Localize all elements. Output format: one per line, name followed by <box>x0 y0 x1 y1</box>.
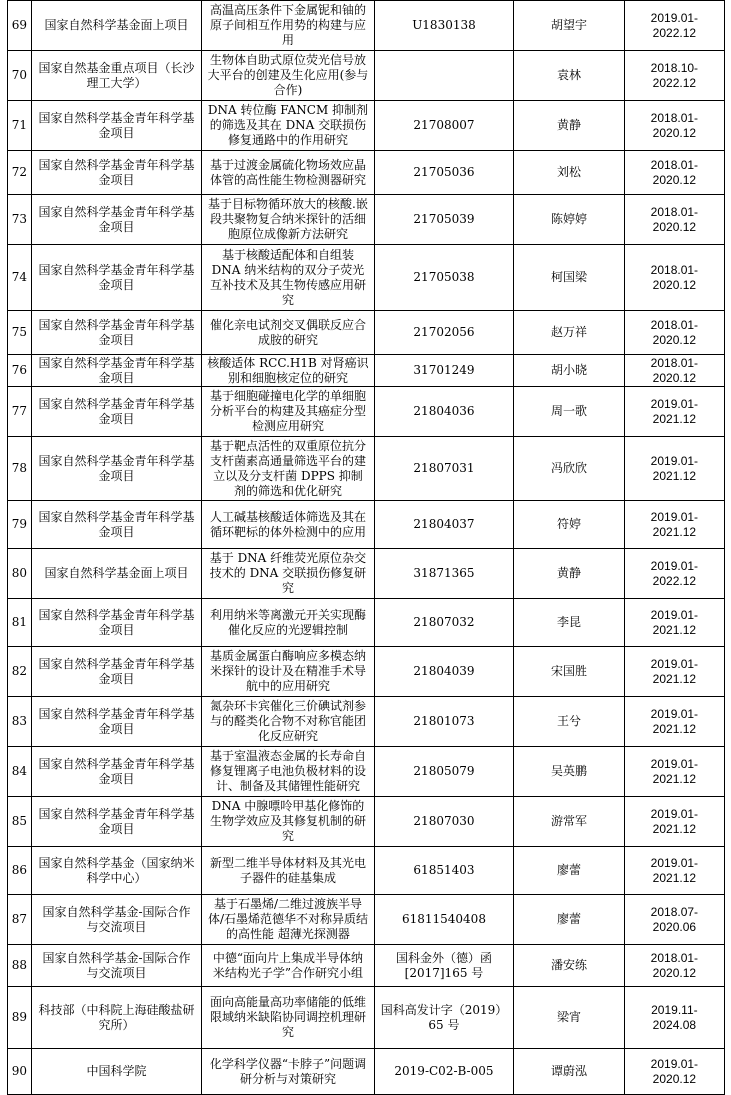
project-title: 氮杂环卡宾催化三价碘试剂参与的醛类化合物不对称官能团化反应研究 <box>202 697 375 747</box>
row-number: 69 <box>8 1 32 51</box>
project-title: DNA 转位酶 FANCM 抑制剂的筛选及其在 DNA 交联损伤修复通路中的作用研究 <box>202 101 375 151</box>
period-end: 2021.12 <box>652 524 697 539</box>
project-source: 国家自然科学基金青年科学基金项目 <box>31 195 201 245</box>
project-source: 国家自然科学基金青年科学基金项目 <box>31 245 201 311</box>
project-code: 61851403 <box>374 847 513 895</box>
period-end: 2021.12 <box>652 721 697 736</box>
table-row <box>8 1049 725 1095</box>
row-number: 72 <box>8 151 32 195</box>
project-title: 基于目标物循环放大的核酸.嵌段共聚物复合纳米探针的活细胞原位成像新方法研究 <box>202 195 375 245</box>
period-start: 2018.01- <box>650 157 699 172</box>
project-code: 21805079 <box>374 747 513 797</box>
period-start: 2019.01- <box>650 607 699 622</box>
principal-investigator: 王兮 <box>514 697 625 747</box>
principal-investigator: 宋国胜 <box>514 647 625 697</box>
project-code: 21705038 <box>374 245 513 311</box>
project-code: 21708007 <box>374 101 513 151</box>
project-title: 基于室温液态金属的长寿命自修复锂离子电池负极材料的设计、制备及其储锂性能研究 <box>202 747 375 797</box>
period-end: 2020.12 <box>652 125 697 140</box>
row-number: 83 <box>8 697 32 747</box>
principal-investigator: 符婷 <box>514 501 625 549</box>
period-end: 2022.12 <box>652 75 697 90</box>
project-period <box>624 151 724 195</box>
project-title: 高温高压条件下金属铌和铀的原子间相互作用势的构建与应用 <box>202 1 375 51</box>
principal-investigator: 袁林 <box>514 51 625 101</box>
project-code: U1830138 <box>374 1 513 51</box>
project-period <box>624 51 724 101</box>
period-end: 2020.12 <box>652 172 697 187</box>
period-end: 2022.12 <box>652 25 697 40</box>
project-period <box>624 895 724 945</box>
principal-investigator: 吴英鹏 <box>514 747 625 797</box>
project-source: 国家自然科学基金青年科学基金项目 <box>31 387 201 437</box>
row-number: 81 <box>8 599 32 647</box>
table-row <box>8 195 725 245</box>
project-code: 21807032 <box>374 599 513 647</box>
project-source: 国家自然科学基金青年科学基金项目 <box>31 697 201 747</box>
project-title: 催化亲电试剂交叉偶联反应合成胺的研究 <box>202 311 375 355</box>
period-end: 2021.12 <box>652 411 697 426</box>
project-period <box>624 101 724 151</box>
project-period <box>624 387 724 437</box>
project-code: 21702056 <box>374 311 513 355</box>
period-start: 2018.01- <box>650 110 699 125</box>
period-end: 2020.12 <box>652 332 697 347</box>
table-row <box>8 697 725 747</box>
period-start: 2018.01- <box>650 355 699 370</box>
project-code: 21807031 <box>374 437 513 501</box>
project-title: 面向高能量高功率储能的低维限域纳米缺陷协同调控机理研究 <box>202 987 375 1049</box>
period-start: 2019.01- <box>650 855 699 870</box>
project-period <box>624 437 724 501</box>
project-period <box>624 647 724 697</box>
period-start: 2018.01- <box>650 950 699 965</box>
table-row <box>8 311 725 355</box>
period-start: 2018.01- <box>650 317 699 332</box>
period-end: 2020.12 <box>652 370 697 385</box>
project-title: 化学科学仪器“卡脖子”问题调研分析与对策研究 <box>202 1049 375 1095</box>
principal-investigator: 廖蕾 <box>514 847 625 895</box>
project-code: 21804039 <box>374 647 513 697</box>
project-period <box>624 1049 724 1095</box>
principal-investigator: 赵万祥 <box>514 311 625 355</box>
project-source: 国家自然科学基金青年科学基金项目 <box>31 101 201 151</box>
project-source: 国家自然科学基金青年科学基金项目 <box>31 747 201 797</box>
project-title: 基于 DNA 纤维荧光原位杂交技术的 DNA 交联损伤修复研究 <box>202 549 375 599</box>
project-title: 核酸适体 RCC.H1B 对肾癌识别和细胞核定位的研究 <box>202 355 375 387</box>
period-start: 2019.01- <box>650 396 699 411</box>
project-code: 21804037 <box>374 501 513 549</box>
period-start: 2019.01- <box>650 656 699 671</box>
project-period <box>624 195 724 245</box>
project-source: 国家自然科学基金青年科学基金项目 <box>31 599 201 647</box>
project-period <box>624 311 724 355</box>
principal-investigator: 游常军 <box>514 797 625 847</box>
row-number: 82 <box>8 647 32 697</box>
project-code: 31701249 <box>374 355 513 387</box>
project-source: 国家自然科学基金-国际合作与交流项目 <box>31 945 201 987</box>
period-start: 2019.01- <box>650 10 699 25</box>
period-end: 2020.06 <box>652 919 697 934</box>
project-title: 中德“面向片上集成半导体纳米结构光子学”合作研究小组 <box>202 945 375 987</box>
project-source: 国家自然科学基金青年科学基金项目 <box>31 437 201 501</box>
row-number: 70 <box>8 51 32 101</box>
project-code: 21705039 <box>374 195 513 245</box>
project-period <box>624 747 724 797</box>
table-row <box>8 847 725 895</box>
table-row <box>8 101 725 151</box>
period-start: 2018.01- <box>650 262 699 277</box>
project-period <box>624 847 724 895</box>
principal-investigator: 潘安练 <box>514 945 625 987</box>
principal-investigator: 胡望宇 <box>514 1 625 51</box>
project-title: 利用纳米等离激元开关实现酶催化反应的光逻辑控制 <box>202 599 375 647</box>
project-title: 基于细胞碰撞电化学的单细胞分析平台的构建及其癌症分型检测应用研究 <box>202 387 375 437</box>
project-period <box>624 501 724 549</box>
principal-investigator: 胡小晓 <box>514 355 625 387</box>
row-number: 71 <box>8 101 32 151</box>
project-period <box>624 355 724 387</box>
period-start: 2018.01- <box>650 204 699 219</box>
period-end: 2020.12 <box>652 1071 697 1086</box>
project-code: 21807030 <box>374 797 513 847</box>
period-end: 2021.12 <box>652 870 697 885</box>
project-source: 科技部（中科院上海硅酸盐研究所） <box>31 987 201 1049</box>
project-period <box>624 797 724 847</box>
principal-investigator: 刘松 <box>514 151 625 195</box>
period-start: 2019.01- <box>650 706 699 721</box>
principal-investigator: 陈婷婷 <box>514 195 625 245</box>
project-code: 21705036 <box>374 151 513 195</box>
period-end: 2021.12 <box>652 821 697 836</box>
table-row <box>8 599 725 647</box>
period-start: 2019.01- <box>650 806 699 821</box>
table-row <box>8 945 725 987</box>
row-number: 85 <box>8 797 32 847</box>
project-table <box>7 0 725 1095</box>
project-title: 基于核酸适配体和自组装 DNA 纳米结构的双分子荧光互补技术及其生物传感应用研究 <box>202 245 375 311</box>
row-number: 78 <box>8 437 32 501</box>
row-number: 84 <box>8 747 32 797</box>
row-number: 87 <box>8 895 32 945</box>
project-title: 基质金属蛋白酶响应多模态纳米探针的设计及在精准手术导航中的应用研究 <box>202 647 375 697</box>
project-title: 基于石墨烯/二维过渡族半导体/石墨烯范德华不对称异质结的高性能 超薄光探测器 <box>202 895 375 945</box>
project-period <box>624 697 724 747</box>
project-code: 2019-C02-B-005 <box>374 1049 513 1095</box>
period-start: 2019.01- <box>650 1056 699 1071</box>
project-source: 国家自然科学基金青年科学基金项目 <box>31 311 201 355</box>
table-row <box>8 245 725 311</box>
principal-investigator: 廖蕾 <box>514 895 625 945</box>
project-source: 中国科学院 <box>31 1049 201 1095</box>
row-number: 79 <box>8 501 32 549</box>
period-start: 2019.01- <box>650 509 699 524</box>
principal-investigator: 黄静 <box>514 549 625 599</box>
principal-investigator: 柯国梁 <box>514 245 625 311</box>
row-number: 86 <box>8 847 32 895</box>
principal-investigator: 谭蔚泓 <box>514 1049 625 1095</box>
project-source: 国家自然科学基金-国际合作与交流项目 <box>31 895 201 945</box>
table-row <box>8 647 725 697</box>
project-code: 21804036 <box>374 387 513 437</box>
period-end: 2022.12 <box>652 573 697 588</box>
project-title: 新型二维半导体材料及其光电子器件的硅基集成 <box>202 847 375 895</box>
period-end: 2024.08 <box>652 1017 697 1032</box>
table-row <box>8 387 725 437</box>
row-number: 90 <box>8 1049 32 1095</box>
project-period <box>624 1 724 51</box>
period-end: 2020.12 <box>652 219 697 234</box>
table-row <box>8 797 725 847</box>
table-row <box>8 151 725 195</box>
principal-investigator: 梁宵 <box>514 987 625 1049</box>
project-period <box>624 945 724 987</box>
table-row <box>8 895 725 945</box>
table-row <box>8 987 725 1049</box>
period-end: 2021.12 <box>652 771 697 786</box>
period-start: 2019.01- <box>650 558 699 573</box>
project-title: DNA 中腺嘌呤甲基化修饰的生物学效应及其修复机制的研究 <box>202 797 375 847</box>
project-code <box>374 51 513 101</box>
project-period <box>624 549 724 599</box>
row-number: 73 <box>8 195 32 245</box>
period-end: 2021.12 <box>652 671 697 686</box>
project-period <box>624 987 724 1049</box>
project-period <box>624 599 724 647</box>
project-source: 国家自然基金重点项目（长沙理工大学） <box>31 51 201 101</box>
project-source: 国家自然科学基金（国家纳米科学中心） <box>31 847 201 895</box>
project-title: 基于靶点活性的双重原位抗分支杆菌素高通量筛选平台的建立以及分支杆菌 DPPS 抑制剂的筛选和优化研究 <box>202 437 375 501</box>
principal-investigator: 冯欣欣 <box>514 437 625 501</box>
table-row <box>8 1 725 51</box>
row-number: 77 <box>8 387 32 437</box>
project-source: 国家自然科学基金青年科学基金项目 <box>31 647 201 697</box>
table-row <box>8 501 725 549</box>
row-number: 80 <box>8 549 32 599</box>
row-number: 76 <box>8 355 32 387</box>
project-title: 生物体自助式原位荧光信号放大平台的创建及生化应用(参与合作) <box>202 51 375 101</box>
row-number: 75 <box>8 311 32 355</box>
table-row <box>8 51 725 101</box>
table-row <box>8 355 725 387</box>
project-source: 国家自然科学基金青年科学基金项目 <box>31 797 201 847</box>
period-start: 2018.10- <box>650 60 699 75</box>
project-code: 31871365 <box>374 549 513 599</box>
period-start: 2018.07- <box>650 904 699 919</box>
project-table-body <box>8 1 725 1095</box>
table-row <box>8 747 725 797</box>
row-number: 89 <box>8 987 32 1049</box>
project-title: 基于过渡金属硫化物场效应晶体管的高性能生物检测器研究 <box>202 151 375 195</box>
project-source: 国家自然科学基金青年科学基金项目 <box>31 501 201 549</box>
project-source: 国家自然科学基金青年科学基金项目 <box>31 355 201 387</box>
period-end: 2020.12 <box>652 277 697 292</box>
project-code: 21801073 <box>374 697 513 747</box>
project-code: 国科金外（德）函[2017]165 号 <box>374 945 513 987</box>
principal-investigator: 黄静 <box>514 101 625 151</box>
project-period <box>624 245 724 311</box>
table-row <box>8 549 725 599</box>
row-number: 88 <box>8 945 32 987</box>
principal-investigator: 周一歌 <box>514 387 625 437</box>
project-source: 国家自然科学基金面上项目 <box>31 549 201 599</box>
project-title: 人工碱基核酸适体筛选及其在循环靶标的体外检测中的应用 <box>202 501 375 549</box>
row-number: 74 <box>8 245 32 311</box>
project-source: 国家自然科学基金青年科学基金项目 <box>31 151 201 195</box>
period-end: 2020.12 <box>652 965 697 980</box>
principal-investigator: 李昆 <box>514 599 625 647</box>
project-code: 61811540408 <box>374 895 513 945</box>
period-start: 2019.01- <box>650 453 699 468</box>
period-end: 2021.12 <box>652 468 697 483</box>
period-start: 2019.01- <box>650 756 699 771</box>
table-row <box>8 437 725 501</box>
project-code: 国科高发计字（2019）65 号 <box>374 987 513 1049</box>
period-start: 2019.11- <box>651 1002 698 1017</box>
project-source: 国家自然科学基金面上项目 <box>31 1 201 51</box>
period-end: 2021.12 <box>652 622 697 637</box>
